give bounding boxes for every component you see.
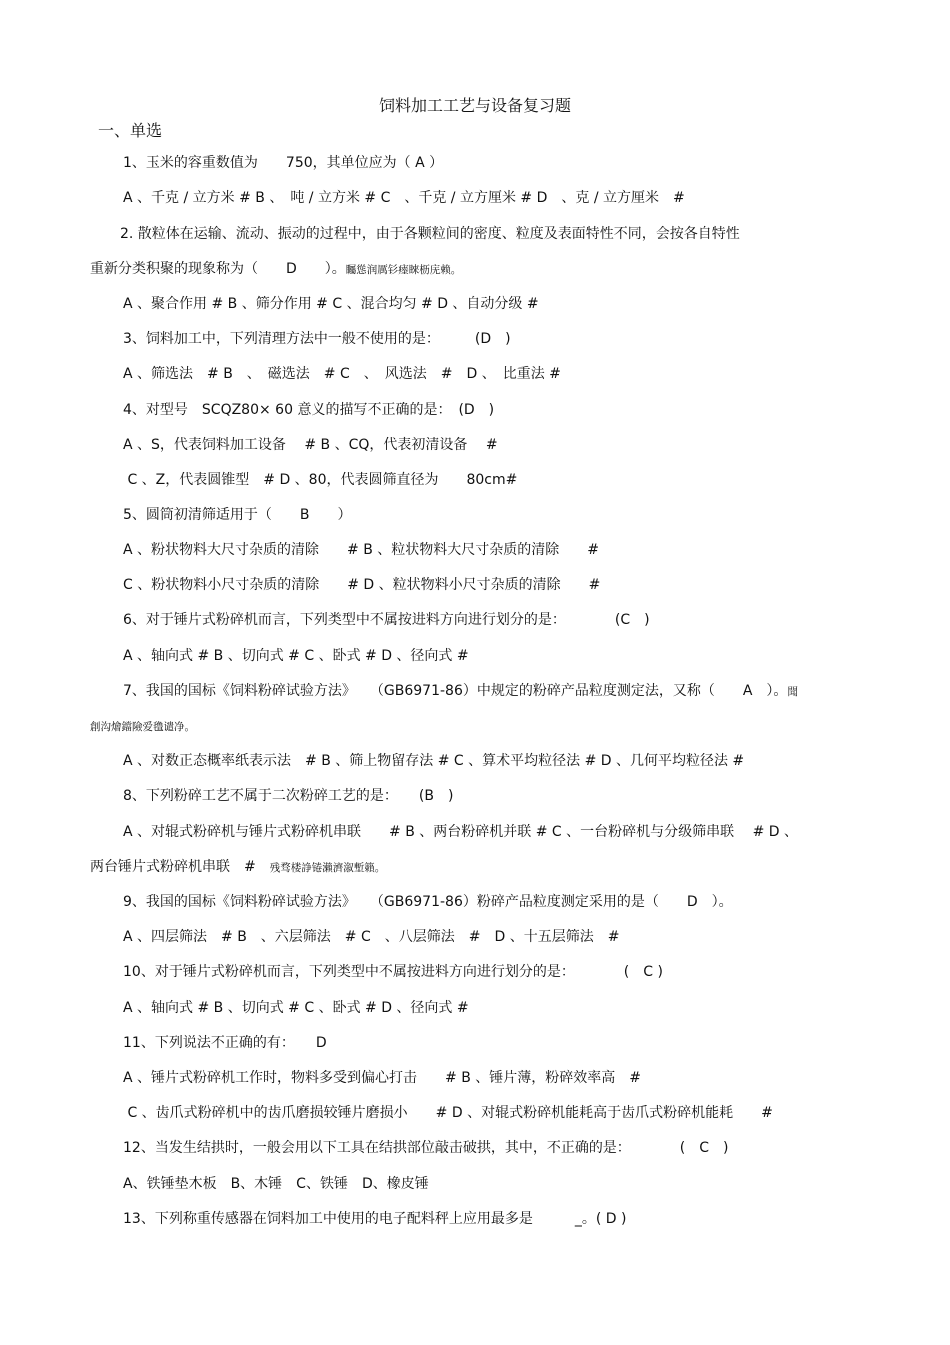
text-line: [0, 329, 950, 349]
line-text: 6、对于锤片式粉碎机而言，下列类型中不属按进料方向进行划分的是： (C ): [123, 612, 650, 628]
text-line: [0, 716, 950, 737]
line-text: 2. 散粒体在运输、流动、振动的过程中，由于各颗粒间的密度、粒度及表面特性不同，会按各自特性: [120, 226, 740, 242]
line-text: 8、下列粉碎工艺不属于二次粉碎工艺的是： (B ): [123, 788, 454, 804]
text-line: [0, 1209, 950, 1229]
line-text: 两台锤片式粉碎机串联 #: [90, 859, 270, 875]
text-line: [0, 1174, 950, 1194]
text-line: [0, 153, 950, 173]
line-tail-text: 創沟燴鐺險爱氇谴净。: [90, 721, 195, 733]
text-line: [0, 857, 950, 878]
line-text: C 、Z，代表圆锥型 # D 、80，代表圆筛直径为 80cm#: [123, 472, 518, 488]
line-text: A 、对数正态概率纸表示法 # B 、筛上物留存法 # C 、算术平均粒径法 # D 、几何平均粒径法 #: [123, 753, 745, 769]
line-text: 7、我国的国标《饲料粉碎试验方法》 （GB6971-86）中规定的粉碎产品粒度测定法，又称（ A ）。: [123, 683, 788, 699]
line-text: A、铁锤垫木板 B、木锤 C、铁锤 D、橡皮锤: [123, 1176, 429, 1192]
section-heading: 一、单选: [98, 121, 163, 140]
text-line: [0, 470, 950, 490]
line-text: 13、下列称重传感器在饲料加工中使用的电子配料秤上应用最多是 _。( D ): [123, 1211, 627, 1227]
text-line: [0, 962, 950, 982]
line-text: 1、玉米的容重数值为 750，其单位应为（ A ）: [123, 155, 444, 171]
text-line: [0, 751, 950, 771]
text-line: [0, 646, 950, 666]
text-line: [0, 892, 950, 912]
text-line: [0, 681, 950, 702]
text-line: [0, 400, 950, 420]
text-line: [0, 998, 950, 1018]
line-tail-text: 聞: [787, 686, 798, 698]
text-line: [0, 540, 950, 560]
line-text: 5、圆筒初清筛适用于（ B ）: [123, 507, 352, 523]
line-tail-text: 残骛楼諍锩瀨濟溆塹籟。: [269, 862, 386, 874]
text-line: [0, 224, 950, 244]
line-text: 11、下列说法不正确的有： D: [123, 1035, 327, 1051]
line-text: C 、粉状物料小尺寸杂质的清除 # D 、粒状物料小尺寸杂质的清除 #: [123, 577, 601, 593]
text-line: [0, 364, 950, 384]
text-line: [0, 188, 950, 208]
page-title: 饲料加工工艺与设备复习题: [378, 96, 571, 115]
line-text: 10、对于锤片式粉碎机而言，下列类型中不属按进料方向进行划分的是： ( C ): [123, 964, 663, 980]
line-text: 重新分类积聚的现象称为（ D ）。: [90, 261, 346, 277]
text-line: [0, 822, 950, 842]
line-text: A 、锤片式粉碎机工作时，物料多受到偏心打击 # B 、锤片薄，粉碎效率高 #: [123, 1070, 641, 1086]
line-text: 12、当发生结拱时，一般会用以下工具在结拱部位敲击破拱，其中，不正确的是： ( C ): [123, 1140, 729, 1156]
line-text: 4、对型号 SCQZ80× 60 意义的描写不正确的是： (D ): [123, 402, 495, 418]
text-line: [0, 435, 950, 455]
text-line: [0, 1033, 950, 1053]
line-text: A 、聚合作用 # B 、筛分作用 # C 、混合均匀 # D 、自动分级 #: [123, 296, 539, 312]
text-line: [0, 610, 950, 630]
text-line: [0, 575, 950, 595]
line-text: 9、我国的国标《饲料粉碎试验方法》 （GB6971-86）粉碎产品粒度测定采用的是（ D ）。: [123, 894, 733, 910]
text-line: [0, 294, 950, 314]
text-line: [0, 1103, 950, 1123]
line-text: A 、轴向式 # B 、切向式 # C 、卧式 # D 、径向式 #: [123, 1000, 469, 1016]
line-text: A 、S，代表饲料加工设备 # B 、CQ，代表初清设备 #: [123, 437, 498, 453]
text-line: [0, 927, 950, 947]
line-text: A 、四层筛法 # B 、六层筛法 # C 、八层筛法 # D 、十五层筛法 #: [123, 929, 620, 945]
line-text: C 、齿爪式粉碎机中的齿爪磨损较锤片磨损小 # D 、对辊式粉碎机能耗高于齿爪式粉碎机能耗 #: [123, 1105, 773, 1121]
text-line: [0, 1138, 950, 1158]
text-line: [0, 1068, 950, 1088]
line-text: A 、粉状物料大尺寸杂质的清除 # B 、粒状物料大尺寸杂质的清除 #: [123, 542, 599, 558]
line-text: A 、轴向式 # B 、切向式 # C 、卧式 # D 、径向式 #: [123, 648, 469, 664]
text-line: [0, 259, 950, 280]
line-text: A 、千克 / 立方米 # B 、 吨 / 立方米 # C 、千克 / 立方厘米 # D 、克 / 立方厘米 #: [123, 190, 685, 206]
text-line: [0, 505, 950, 525]
line-text: A 、对辊式粉碎机与锤片式粉碎机串联 # B 、两台粉碎机并联 # C 、一台粉碎机与分级筛串联 # D 、: [123, 824, 798, 840]
text-line: [0, 786, 950, 806]
line-text: 3、饲料加工中，下列清理方法中一般不使用的是： (D ): [123, 331, 511, 347]
line-tail-text: 矚慫润厲钐瘗睞枥庑赖。: [345, 264, 462, 276]
line-text: A 、筛选法 # B 、 磁选法 # C 、 风选法 # D 、 比重法 #: [123, 366, 561, 382]
